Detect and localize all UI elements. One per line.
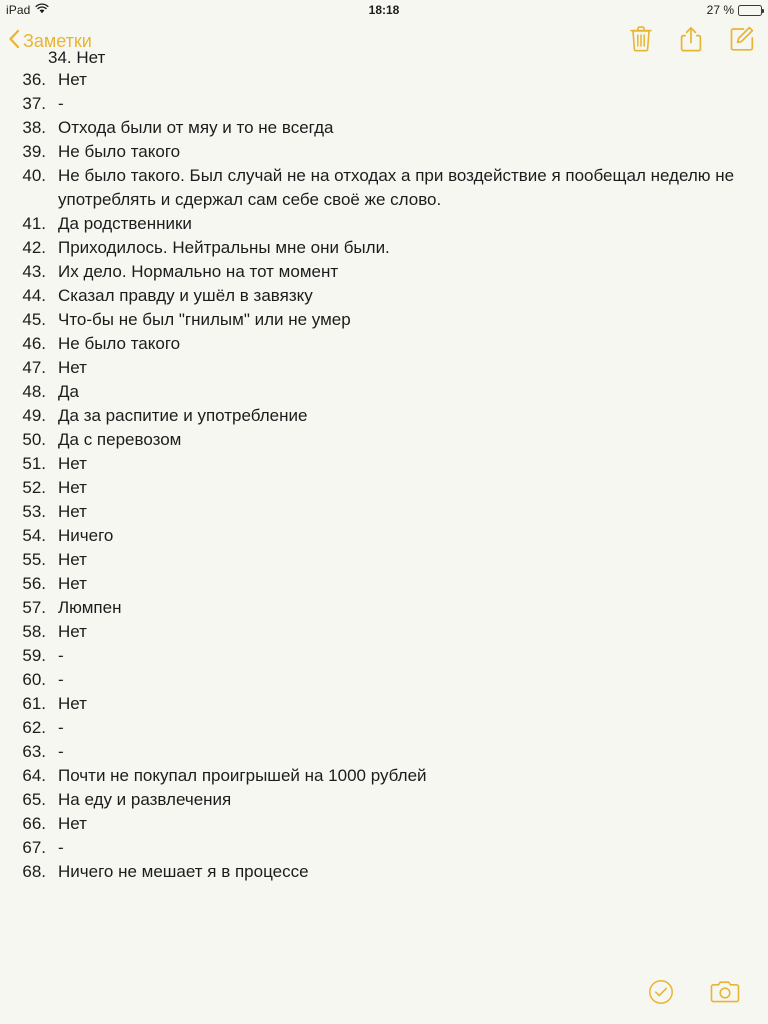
list-item-text: Нет — [58, 478, 87, 497]
list-item[interactable] — [14, 164, 754, 212]
list-item-text: Нет — [58, 814, 87, 833]
list-item[interactable] — [14, 812, 754, 836]
list-item-number: 67. — [22, 838, 46, 857]
nav-actions — [630, 26, 754, 57]
list-item[interactable] — [14, 428, 754, 452]
list-item[interactable] — [14, 380, 754, 404]
clipped-top-line: 34. Нет — [48, 48, 106, 67]
list-item-text: Люмпен — [58, 598, 122, 617]
list-item[interactable] — [14, 692, 754, 716]
list-item-number: 44. — [22, 286, 46, 305]
share-icon[interactable] — [680, 26, 702, 57]
list-item-number: 39. — [22, 142, 46, 161]
list-item[interactable] — [14, 716, 754, 740]
list-item-number: 66. — [22, 814, 46, 833]
list-item-text: Почти не покупал проигрышей на 1000 рублей — [58, 766, 427, 785]
list-item[interactable] — [14, 644, 754, 668]
list-item-number: 45. — [22, 310, 46, 329]
list-item-number: 40. — [22, 166, 46, 185]
list-item-text: - — [58, 646, 64, 665]
list-item-number: 56. — [22, 574, 46, 593]
list-item[interactable] — [14, 500, 754, 524]
navigation-bar — [0, 20, 768, 62]
battery-icon — [738, 5, 762, 16]
list-item[interactable] — [14, 332, 754, 356]
wifi-icon — [35, 3, 49, 17]
list-item[interactable] — [14, 836, 754, 860]
back-button-label: Заметки — [23, 30, 92, 51]
status-bar-left — [6, 3, 49, 17]
list-item-text: Нет — [58, 358, 87, 377]
list-item[interactable] — [14, 860, 754, 884]
list-item-number: 54. — [22, 526, 46, 545]
list-item[interactable] — [14, 572, 754, 596]
list-item[interactable] — [14, 740, 754, 764]
list-item[interactable] — [14, 788, 754, 812]
list-item-text: Да с перевозом — [58, 430, 182, 449]
note-content-area[interactable] — [0, 48, 768, 970]
battery-percent-label: 27 % — [706, 3, 734, 17]
list-item[interactable] — [14, 620, 754, 644]
list-item-number: 68. — [22, 862, 46, 881]
list-item[interactable] — [14, 68, 754, 92]
list-item-text: Нет — [58, 454, 87, 473]
list-item-text: Нет — [58, 574, 87, 593]
list-item-number: 64. — [22, 766, 46, 785]
list-item-text: Сказал правду и ушёл в завязку — [58, 286, 313, 305]
list-item-number: 37. — [22, 94, 46, 113]
list-item-text: Приходилось. Нейтральны мне они были. — [58, 238, 390, 257]
list-item-text: Нет — [58, 502, 87, 521]
compose-icon[interactable] — [730, 26, 754, 57]
bottom-toolbar — [0, 970, 768, 1024]
list-item[interactable] — [14, 524, 754, 548]
list-item-text: Не было такого. Был случай не на отходах а при воздействие я пообещал неделю не употреблять и сдержал сам себе своё же слово. — [58, 166, 739, 209]
list-item[interactable] — [14, 404, 754, 428]
list-item-text: Нет — [58, 550, 87, 569]
list-item-text: Не было такого — [58, 334, 181, 353]
list-item-number: 52. — [22, 478, 46, 497]
list-item-text: - — [58, 670, 64, 689]
list-item-text: Да родственники — [58, 214, 192, 233]
list-item-text: - — [58, 718, 64, 737]
list-item-number: 62. — [22, 718, 46, 737]
list-item-text: Отхода были от мяу и то не всегда — [58, 118, 334, 137]
list-item[interactable] — [14, 236, 754, 260]
status-bar-clock: 18:18 — [368, 3, 400, 17]
list-item[interactable] — [14, 452, 754, 476]
list-item-text: Ничего — [58, 526, 114, 545]
list-item[interactable] — [14, 356, 754, 380]
status-bar-right — [707, 3, 762, 17]
list-item-number: 50. — [22, 430, 46, 449]
list-item-text: На еду и развлечения — [58, 790, 232, 809]
list-item-text: Нет — [58, 70, 87, 89]
list-item-number: 53. — [22, 502, 46, 521]
trash-icon[interactable] — [630, 26, 652, 57]
list-item[interactable] — [14, 308, 754, 332]
list-item[interactable] — [14, 116, 754, 140]
list-item-text: Ничего не мешает я в процессе — [58, 862, 309, 881]
list-item-text: - — [58, 838, 64, 857]
list-item-number: 46. — [22, 334, 46, 353]
list-item-text: Да — [58, 382, 79, 401]
list-item-number: 59. — [22, 646, 46, 665]
list-item-number: 65. — [22, 790, 46, 809]
list-item[interactable] — [14, 596, 754, 620]
checklist-icon[interactable] — [648, 979, 674, 1010]
list-item-number: 49. — [22, 406, 46, 425]
list-item-text: Нет — [58, 622, 87, 641]
list-item-number: 55. — [22, 550, 46, 569]
list-item-number: 38. — [22, 118, 46, 137]
list-item[interactable] — [14, 140, 754, 164]
status-bar — [0, 0, 768, 20]
list-item-number: 58. — [22, 622, 46, 641]
device-name-label: iPad — [6, 3, 31, 17]
list-item-text: Нет — [58, 694, 87, 713]
list-item-number: 61. — [22, 694, 46, 713]
list-item-number: 36. — [22, 70, 46, 89]
list-item-text: - — [58, 742, 64, 761]
list-item-number: 43. — [22, 262, 46, 281]
list-item-number: 42. — [22, 238, 46, 257]
list-item[interactable] — [14, 668, 754, 692]
list-item[interactable] — [14, 260, 754, 284]
list-item[interactable] — [14, 476, 754, 500]
list-item[interactable] — [14, 212, 754, 236]
list-item[interactable] — [14, 548, 754, 572]
list-item[interactable] — [14, 764, 754, 788]
list-item-text: Их дело. Нормально на тот момент — [58, 262, 339, 281]
list-item-number: 63. — [22, 742, 46, 761]
note-numbered-list — [14, 62, 754, 884]
list-item-number: 47. — [22, 358, 46, 377]
chevron-left-icon — [8, 29, 20, 54]
list-item-text: Что-бы не был "гнилым" или не умер — [58, 310, 351, 329]
list-item-text: Не было такого — [58, 142, 181, 161]
list-item-number: 41. — [22, 214, 46, 233]
list-item[interactable] — [14, 284, 754, 308]
list-item-text: - — [58, 94, 64, 113]
list-item[interactable] — [14, 92, 754, 116]
list-item-number: 57. — [22, 598, 46, 617]
list-item-text: Да за распитие и употребление — [58, 406, 308, 425]
list-item-number: 48. — [22, 382, 46, 401]
list-item-number: 51. — [22, 454, 46, 473]
list-item-number: 60. — [22, 670, 46, 689]
camera-icon[interactable] — [710, 980, 740, 1009]
